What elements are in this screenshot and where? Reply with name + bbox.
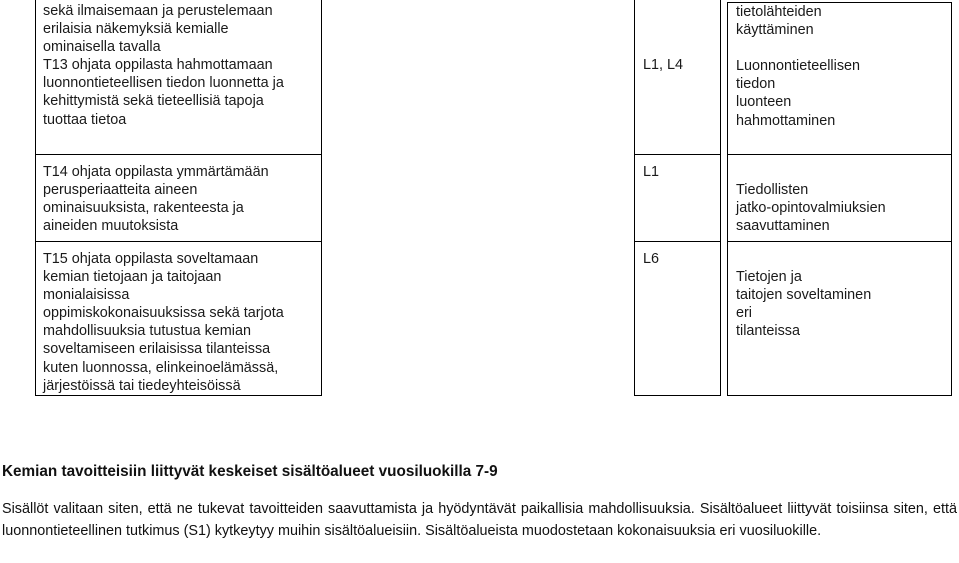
section-paragraph: Sisällöt valitaan siten, että ne tukevat tavoitteiden saavuttamista ja hyödyntävät paikallisia mahdollisuuksia. Sisältöalueet liittyvät toisiinsa siten, että luonnontieteellinen tutkimus (S1) kytkeytyy muihin sisältöalueisiin. Sisältöalueista muodostetaan kokonaisuuksia eri vuosiluokille.: [2, 501, 957, 539]
table-cell-objective-t13: sekä ilmaisemaan ja perustelemaan erilaisia näkemyksiä kemialle ominaisella tavalla T13 ohjata oppilasta hahmottamaan luonnontieteellisen tiedon luonnetta ja kehittymistä sekä tieteellisiä tapoja tuottaa tietoa: [35, 0, 322, 160]
section-heading: Kemian tavoitteisiin liittyvät keskeiset sisältöalueet vuosiluokilla 7-9: [2, 463, 498, 480]
table-cell-area-t14: L1: [634, 154, 721, 245]
table-cell-assessment-t15: Tietojen ja taitojen soveltaminen eri tilanteissa: [727, 241, 952, 396]
table-cell-assessment-t13: tietolähteiden käyttäminen Luonnontieteellisen tiedon luonteen hahmottaminen: [727, 2, 952, 160]
table-cell-objective-t15: T15 ohjata oppilasta soveltamaan kemian tietojaan ja taitojaan monialaisissa oppimiskokonaisuuksissa sekä tarjota mahdollisuuksia tutustua kemian soveltamiseen erilaisissa tilanteissa kuten luonnossa, elinkeinoelämässä, järjestöissä tai tiedeyhteisöissä: [35, 241, 322, 396]
table-cell-area-t15: L6: [634, 241, 721, 396]
table-cell-area-t13: L1, L4: [634, 0, 721, 160]
table-cell-assessment-t14: Tiedollisten jatko-opintovalmiuksien saavuttaminen: [727, 154, 952, 245]
table-cell-objective-t14: T14 ohjata oppilasta ymmärtämään perusperiaatteita aineen ominaisuuksista, rakenteesta ja aineiden muutoksista: [35, 154, 322, 245]
